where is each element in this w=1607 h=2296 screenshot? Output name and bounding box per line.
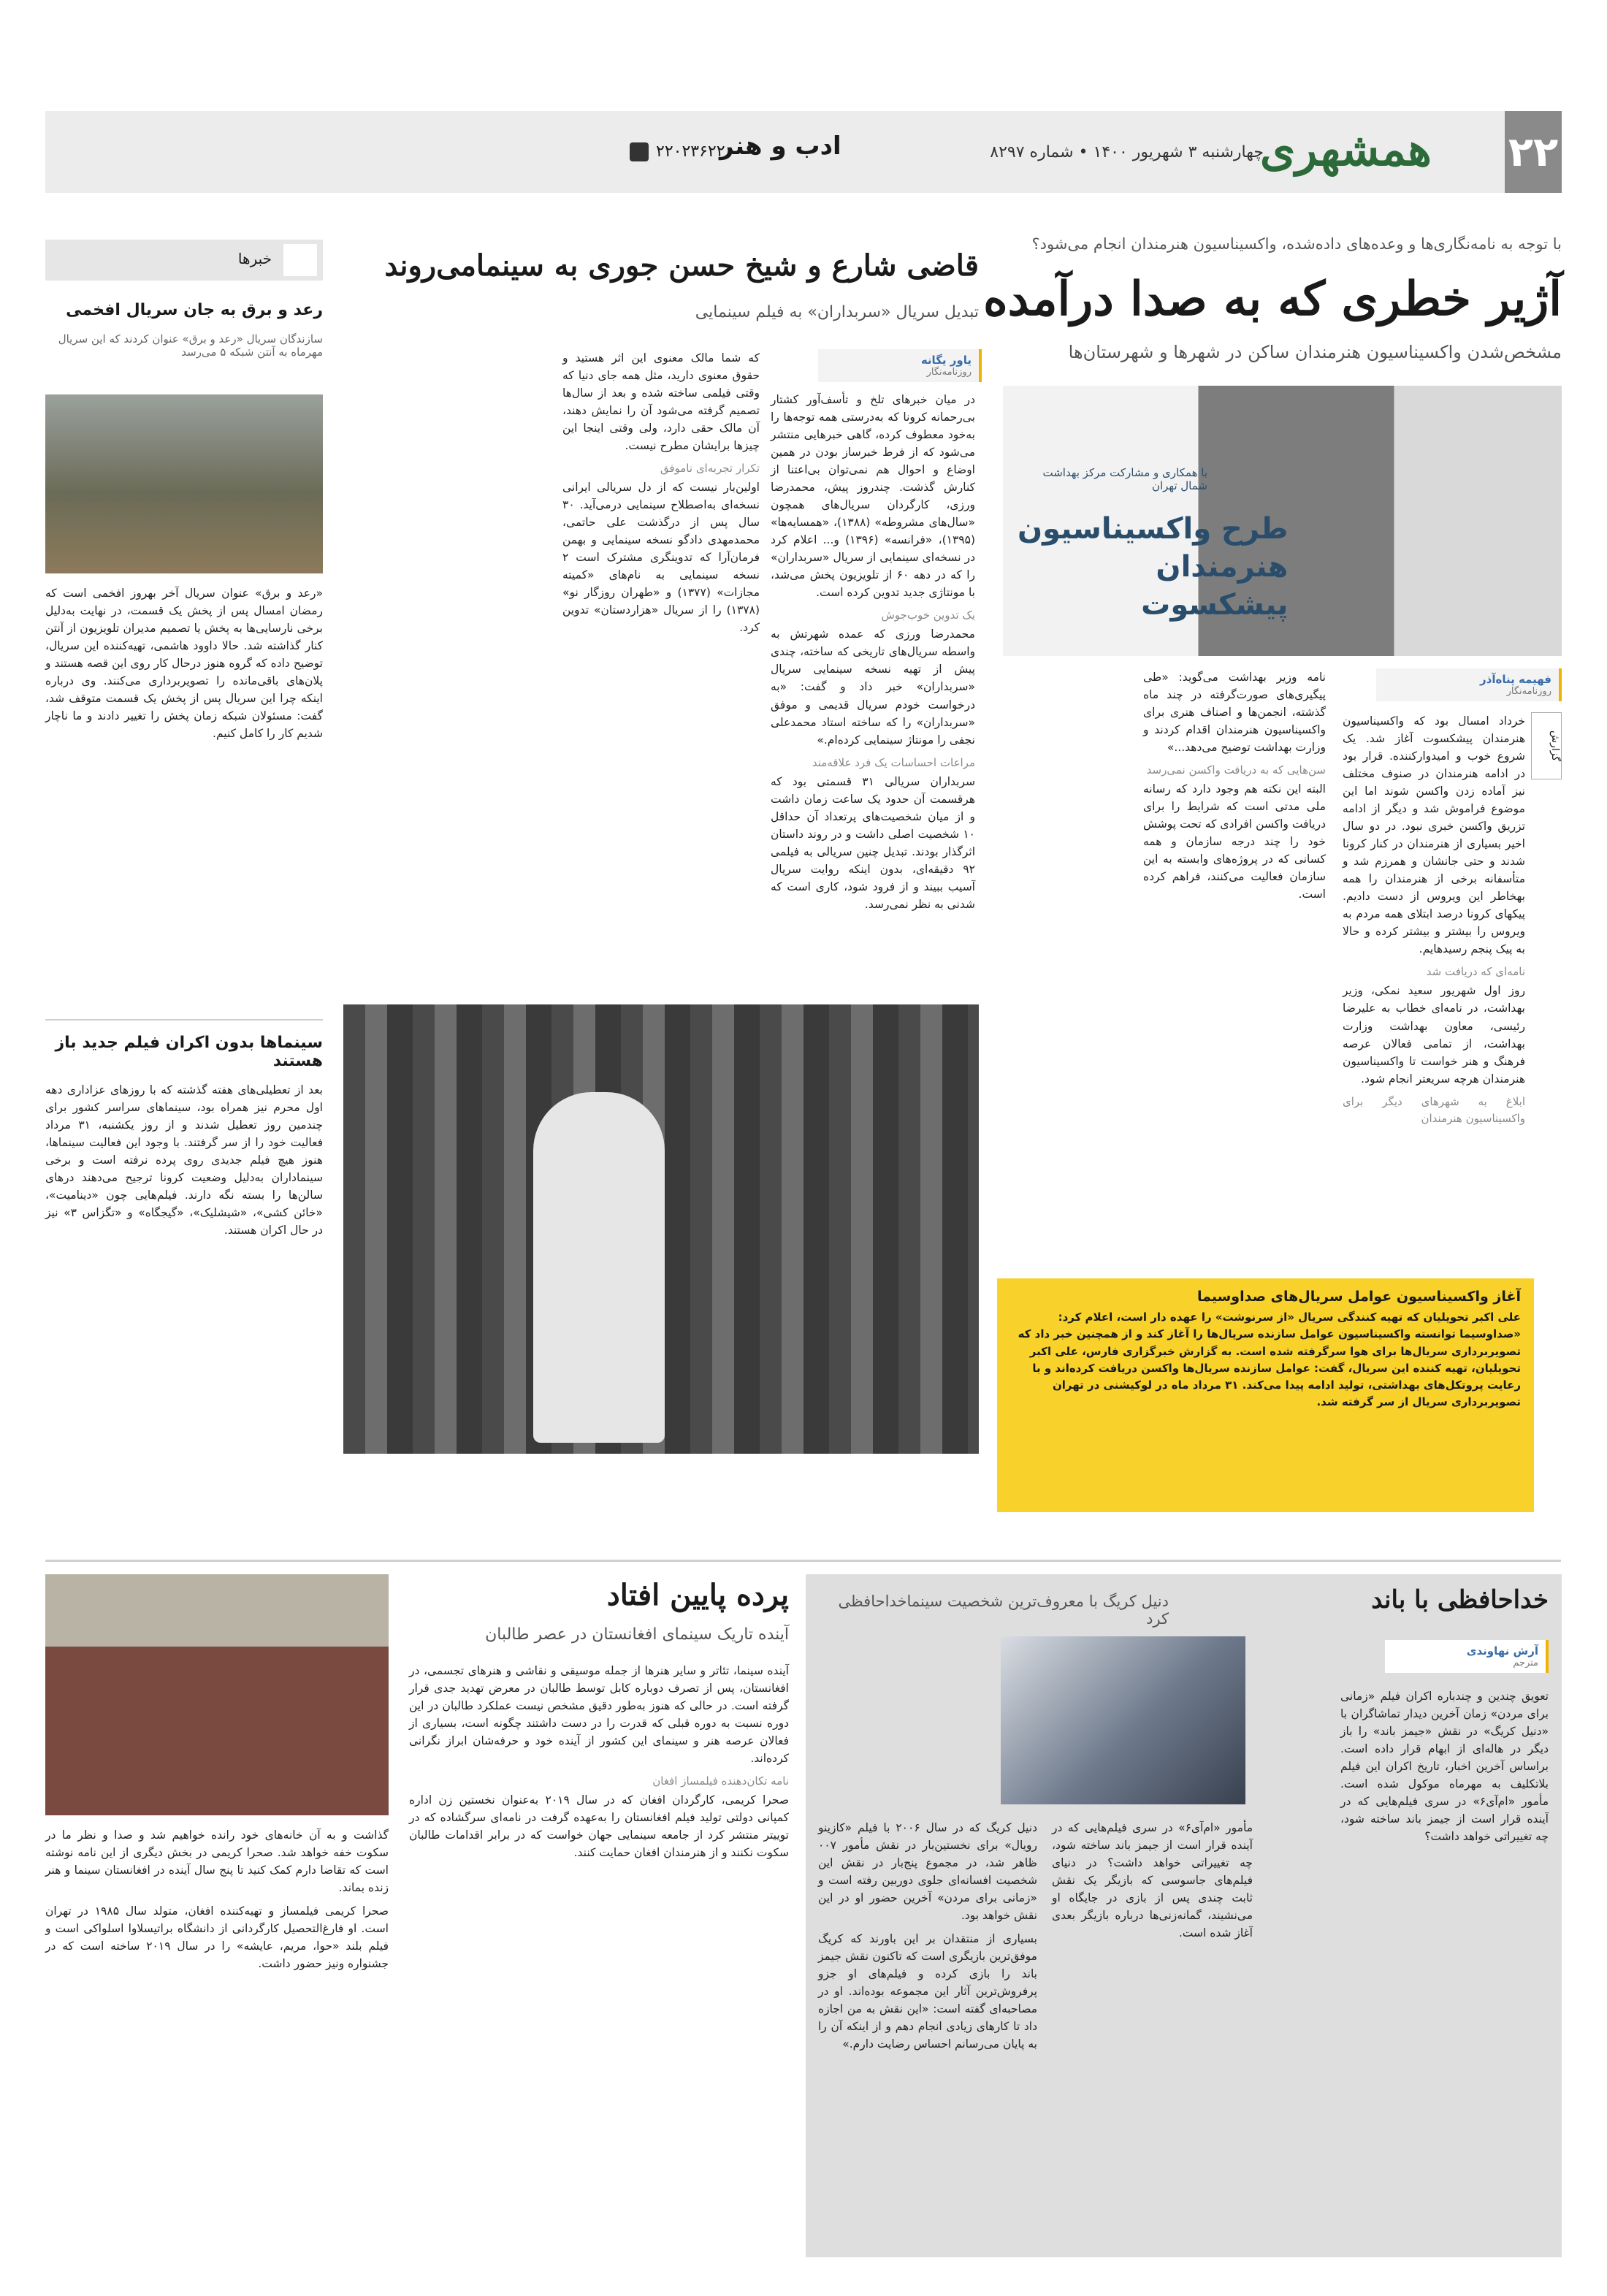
lead-subhead-3: ابلاغ به شهرهای دیگر برای واکسیناسیون هنرمندان: [1343, 1094, 1525, 1125]
kabul-body-2: صحرا کریمی، کارگردان افغان که در سال ۲۰۱۹ به‌عنوان نخستین زن اداره کمپانی دولتی تولید فیلم افغانستان را به‌عهده گرفت در نامه‌ای سرگشاده که در توییتر منتشر کرد از جامعه سینمایی جهان خواست که در برابر اقدامات طالبان سکوت نکنند و از هنرمندان افغان حمایت کنند.: [409, 1793, 789, 1860]
middle-body-5: اولین‌بار نیست که از دل سریالی ایرانی نسخه‌ای به‌اصطلاح سینمایی درمی‌آید. ۳۰ سال پس از درگذشت علی حاتمی، محمدمهدی دادگو نسخه سینمایی و بهمن فرمان‌آرا که تدوینگری مشترک است ۲ نسخه سینمایی به نام‌های «کمیته مجازات» (۱۳۷۷) و «طهران روزگار نو» (۱۳۷۸) را از سریال «هزاردستان» تدوین کرد.: [562, 481, 760, 635]
lead-body-3: نامه وزیر بهداشت می‌گوید: «طی پیگیری‌های صورت‌گرفته در چند ماه گذشته، انجمن‌ها و اصناف هنری برای واکسیناسیون هنرمندان اقدام کردند و وزارت بهداشت توضیح می‌دهد...»: [1143, 671, 1326, 755]
kabul-subtitle: آینده تاریک سینمای افغانستان در عصر طالبان: [485, 1625, 789, 1644]
lead-kicker: با توجه به نامه‌نگاری‌ها و وعده‌های داده‌شده، واکسیناسیون هنرمندان انجام می‌شود؟: [1031, 235, 1562, 253]
kabul-body-4: صحرا کریمی فیلمساز و تهیه‌کننده افغان، متولد سال ۱۹۸۵ در تهران است. او فارغ‌التحصیل کارگردانی از دانشگاه براتیسلاوا اسلواکی است و فیلم بلند «حوا، مریم، عایشه» را در سال ۲۰۱۹ ساخته است که در جشنواره ونیز حضور داشت.: [45, 1904, 389, 1971]
lead-body-1: خرداد امسال بود که واکسیناسیون هنرمندان پیشکسوت آغاز شد. یک شروع خوب و امیدوارکننده. قرار بود در ادامه هنرمندان در صنوف مختلف نیز آماده زدن واکسن شوند اما این موضوع فراموش شد و دیگر از ادامه تزریق واکسن خبری نبود. در دو سال اخیر بسیاری از هنرمندان در کنار کرونا شدند و حتی جانشان و همرزم شد و متأسفانه برخی از هنرمندان را همه بهخاطر این ویروس از دست دادیم. پیکهای کرونا درصد ابتلای همه مردم به ویروس را بیشتر و بیشتر کرده و حالا به پیک پنجم رسیدهایم.: [1343, 714, 1525, 956]
yellow-info-box: [997, 1278, 1534, 1512]
craig-byline-name: آرش نهاوندی: [1466, 1644, 1538, 1658]
middle-body-3: سربداران سریالی ۳۱ قسمتی بود که هرقسمت آن حدود یک ساعت زمان داشت و از میان شخصیت‌های پرتعداد آن حداقل ۱۰ شخصیت اصلی داشت و در روند داستان اثرگذار بودند. تبدیل چنین سریالی به فیلمی ۹۲ دقیقه‌ای، بدون اینکه روایت سریال آسیب ببیند و از فرود شود، کاری است که شدنی به نظر نمی‌رسد.: [771, 774, 975, 911]
middle-body-1: در میان خبرهای تلخ و تأسف‌آور کشتار بی‌رحمانه کرونا که به‌درستی همه توجه‌ها را به‌خود معطوف کرده، گاهی خبرهایی منتشر می‌شود که از فرط خبرساز بودن در همین اوضاع و احوال هم نمی‌توان بی‌اعتنا از کنارش گذشت. چندروز پیش، محمدرضا ورزی، کارگردان سریال‌های همچون «سال‌های مشروطه» (۱۳۸۸)، «همسایه‌ها» (۱۳۹۵)، «فرانسه» (۱۳۹۶) و... اعلام کرد در نسخه‌ای سینمایی از سریال «سربداران» را که در دهه ۶۰ از تلویزیون پخش می‌شد، با مونتاژی جدید تدوین کرده است.: [771, 393, 976, 600]
dateline: چهارشنبه ۳ شهریور ۱۴۰۰ • شماره ۸۲۹۷: [990, 143, 1264, 161]
phone-icon: [630, 142, 649, 161]
report-label: گزارش: [1531, 712, 1562, 779]
craig-col-3: [1052, 1819, 1253, 1948]
middle-subhead-3: مراعات احساسات یک فرد علاقه‌مند: [812, 755, 975, 769]
craig-body-4: مأمور «ام‌آی۶» در سری فیلم‌هایی که در آینده قرار است از جیمز باند ساخته شود، چه تغییراتی خواهد داشت؟ در دنیای فیلم‌های جاسوسی که بازیگر یک نقش ثابت چندی پس از بازی در جایگاه او می‌نشیند، گمانه‌زنی‌ها درباره بازیگر بعدی آغاز شده است.: [1052, 1821, 1253, 1940]
news-item1-title: رعد و برق به جان سریال افخمی: [66, 301, 323, 319]
craig-col-1: [1340, 1687, 1549, 1851]
news-header-bar: [45, 240, 323, 281]
news-item2-body: بعد از تعطیلی‌های هفته گذشته که با روزهای عزاداری دهه اول محرم نیز همراه بود، سینماهای سراسر کشور برای چندمین روز تعطیل شدند و از روز یکشنبه، ۳۱ مرداد فعالیت خود را از سر گرفتند. با وجود این فعالیت سینماها، هنوز هیچ فیلم جدیدی روی پرده نرفته است و برخی سینماداران به‌دلیل وضعیت کرونا ترجیح می‌دهند درهای سالن‌ها را بسته نگه دارند. فیلم‌هایی چون «دینامیت»، «خائن کشی»، «شیشلیک»، «گیجگاه» و «تگزاس ۳» نیز در حال اکران هستند.: [45, 1083, 323, 1237]
kabul-body-1: آینده سینما، تئاتر و سایر هنرها از جمله موسیقی و نقاشی و هنرهای تجسمی، در افغانستان، پس از تصرف دوباره کابل توسط طالبان در معرض تهدید جدی قرار گرفته است. در حالی که هنوز به‌طور دقیق مشخص نیست عملکرد طالبان در این دوره نسبت به دوره قبلی که قدرت را در دست داشتند چگونه است، بسیاری از فعالان عرصه هنر و سینمای این کشور از آینده خود و حرفه‌شان ابراز نگرانی کرده‌اند.: [409, 1664, 789, 1766]
news-header: خبرها: [237, 250, 272, 267]
sarbedaran-still-photo: [343, 1004, 979, 1454]
craig-byline: [1385, 1640, 1549, 1673]
page-separator: [45, 1560, 1561, 1562]
middle-byline-role: روزنامه‌نگار: [926, 367, 972, 378]
craig-col-2: [818, 1819, 1037, 2059]
cinema-audience-photo: [45, 1574, 389, 1815]
kabul-body-3: گذاشت و به آن خانه‌های خود رانده خواهیم شد و صدا و نظر ما در سکوت خفه خواهد شد. صحرا کریمی در بخش دیگری از این نامه نوشته است که تقاضا دارم کمک کنید تا پنج سال آینده در افغانستان سینما و هنر زنده بماند.: [45, 1828, 389, 1895]
lead-byline-name: فهیمه پناه‌آذر: [1480, 673, 1551, 686]
lead-byline: [1376, 668, 1562, 701]
middle-col-1: [771, 391, 975, 919]
yellow-box-title: آغاز واکسیناسیون عوامل سریال‌های صداوسیما: [1196, 1289, 1521, 1305]
middle-col-2: [562, 349, 760, 642]
lead-col-1: [1343, 712, 1525, 1129]
lead-body-2: روز اول شهریور سعید نمکی، وزیر بهداشت، در نامه‌ای خطاب به علیرضا رئیسی، معاون بهداشت وزارت بهداشت، از تمامی فعالان عرصه فرهنگ و هنر خواست تا واکسیناسیون هنرمندان هرچه سریعتر انجام شود.: [1343, 984, 1525, 1086]
lead-byline-role: روزنامه‌نگار: [1506, 686, 1551, 697]
lead-subhead-1: نامه‌ای که دریافت شد: [1426, 965, 1525, 979]
lead-subtitle: مشخص‌شدن واکسیناسیون هنرمندان ساکن در شهرها و شهرستان‌ها: [1068, 342, 1562, 362]
middle-subhead-2: تکرار تجربه‌ای ناموفق: [660, 462, 760, 476]
craig-headline: خداحافظی با باند: [1371, 1585, 1549, 1614]
section-title: ادب و هنر: [719, 131, 841, 161]
middle-subhead-1: یک تدوین خوب‌جوش: [881, 609, 975, 622]
middle-byline: [818, 349, 982, 382]
phone-number: ۲۲۰۲۳۶۲۲: [656, 142, 725, 161]
kabul-col-1: [409, 1662, 789, 1867]
vaccination-photo: [1003, 386, 1562, 656]
newspaper-logo: همشهری: [1259, 123, 1432, 176]
craig-byline-role: مترجم: [1513, 1658, 1538, 1668]
poster-top-text: با همکاری و مشارکت مرکز بهداشت شمال تهران: [1042, 466, 1207, 492]
news-item1-body: «رعد و برق» عنوان سریال آخر بهروز افخمی است که رمضان امسال پس از پخش یک قسمت، در نهایت به‌دلیل برخی نارسایی‌ها به پخش یا تصمیم مدیران تلویزیون از آنتن کنار گذاشته شد. حالا داوود هاشمی، تهیه‌کننده این سریال، توضیح داده که گروه هنوز درحال کار روی این قصه هستند و پلان‌های باقی‌مانده را تصویربرداری می‌کنند. وی درباره اینکه چرا این سریال پس از پخش یک قسمت متوقف شد، گفت: مسئولان شبکه زمان پخش را تغییر دادند و ما ناچار شدیم کار را کامل کنیم.: [45, 587, 323, 741]
lead-body-4: البته این نکته هم وجود دارد که رسانه ملی مدتی است که شرایط را برای دریافت واکسن افرادی که تحت پوشش خود را چند درجه سازمان و همه کسانی که در پروژه‌های وابسته به این سازمان فعالیت می‌کنند، فراهم کرده است.: [1143, 782, 1326, 901]
middle-headline: قاضی شارع و شیخ حسن جوری به سینمامی‌روند: [384, 248, 979, 283]
lead-col-2: [1143, 668, 1326, 909]
kabul-subhead: نامه تکان‌دهنده فیلمساز افغان: [652, 1774, 789, 1788]
craig-body-2: دنیل کریگ که در سال ۲۰۰۶ با فیلم «کازینو رویال» برای نخستین‌بار در نقش مأمور ۰۰۷ ظاهر شد، در مجموع پنج‌بار در نقش این شخصیت افسانه‌ای جلوی دوربین رفته است و «زمانی برای مردن» آخرین حضور او در این نقش خواهد بود.: [818, 1821, 1037, 1923]
craig-subtitle: دنیل کریگ با معروف‌ترین شخصیت سینماخداحافظی کرد: [838, 1593, 1169, 1628]
poster-line-1: طرح واکسیناسیون: [1018, 512, 1289, 546]
poster-line-3: پیشکسوت: [1141, 588, 1289, 622]
middle-body-4: که شما مالک معنوی این اثر هستید و حقوق معنوی دارید، مثل همه جای دنیا که وقتی فیلمی ساخته شده و بعد از سال‌ها تصمیم گرفته می‌شود آن را نمایش دهند، آن مالک حقی دارد، ولی وقتی اینجا این چیزها برایشان مطرح نیست.: [562, 351, 760, 453]
middle-body-2: محمدرضا ورزی که عمده شهرتش به واسطه سریال‌های تاریخی که ساخته، چندی پیش از تهیه نسخه سینمایی سریال «سربداران» خبر داد و گفت: «به درخواست خودم سریال قدیمی و موفق «سربداران» را که ساخته استاد محمدعلی نجفی را مونتاژ سینمایی کرده‌ام.»: [771, 628, 975, 747]
page-number: ۲۲: [1505, 111, 1562, 193]
yellow-box-text: علی اکبر تحویلیان که تهیه کنندگی سریال «از سرنوشت» را عهده دار است، اعلام کرد: «صداوسیما توانسته واکسیناسیون عوامل سازنده سریال‌ها را آغاز کند و از همچنین خبر داد که تصویربرداری سریال‌ها برای هوا سرگرفته شده است. به گزارش خبرگزاری فارس، علی اکبر تحویلیان، تهیه کننده این سریال، گفت: عوامل سازنده سریال‌ها واکسن دریافت کرده‌اند و با رعایت پروتکل‌های بهداشتی، تولید ادامه پیدا می‌کند. ۳۱ مرداد ماه در لوکیشنی در تهران تصویربرداری سریال از سر گرفته شد.: [1018, 1311, 1521, 1409]
news-item1-lead: سازندگان سریال «رعد و برق» عنوان کردند که این سریال مهرماه به آنتن شبکه ۵ می‌رسد: [58, 332, 323, 359]
news-divider: [45, 1019, 323, 1021]
middle-byline-name: یاور یگانه: [920, 354, 972, 367]
lead-subhead-2: سن‌هایی که به دریافت واکسن نمی‌رسد: [1146, 763, 1326, 777]
news-item2-title: سینماها بدون اکران فیلم جدید باز هستند: [55, 1034, 323, 1070]
flood-photo: [45, 394, 323, 573]
craig-body-1: تعویق چندین و چندباره اکران فیلم «زمانی برای مردن» زمان آخرین دیدار تماشاگران با «دنیل کریگ» در نقش «جیمز باند» را باز دیگر در هاله‌ای از ابهام قرار داده است. براساس آخرین اخبار، تاریخ اکران این فیلم بلاتکلیف به مهرماه موکول شده است. مأمور «ام‌آی۶» در سری فیلم‌هایی که در آینده قرار است از جیمز باند ساخته شود، چه تغییراتی خواهد داشت؟: [1340, 1690, 1549, 1844]
craig-body-3: بسیاری از منتقدان بر این باورند که کریگ موفق‌ترین بازیگری است که تاکنون نقش جیمز باند را بازی کرده و فیلم‌های او جزو پرفروش‌ترین آثار این مجموعه بوده‌اند. او در مصاحبه‌ای گفته است: «این نقش به من اجازه داد تا کارهای زیادی انجام دهم و از اینکه آن را به پایان می‌رسانم احساس رضایت دارم.»: [818, 1932, 1037, 2051]
news-header-icon: [283, 244, 317, 276]
daniel-craig-photo: [1001, 1636, 1245, 1804]
poster-line-2: هنرمندان: [1156, 550, 1289, 584]
lead-headline: آژیر خطری که به صدا درآمده: [983, 272, 1562, 327]
kabul-headline: پرده پایین افتاد: [606, 1578, 789, 1612]
middle-subtitle: تبدیل سریال «سربداران» به فیلم سینمایی: [695, 303, 979, 321]
kabul-col-2: [45, 1826, 389, 1978]
